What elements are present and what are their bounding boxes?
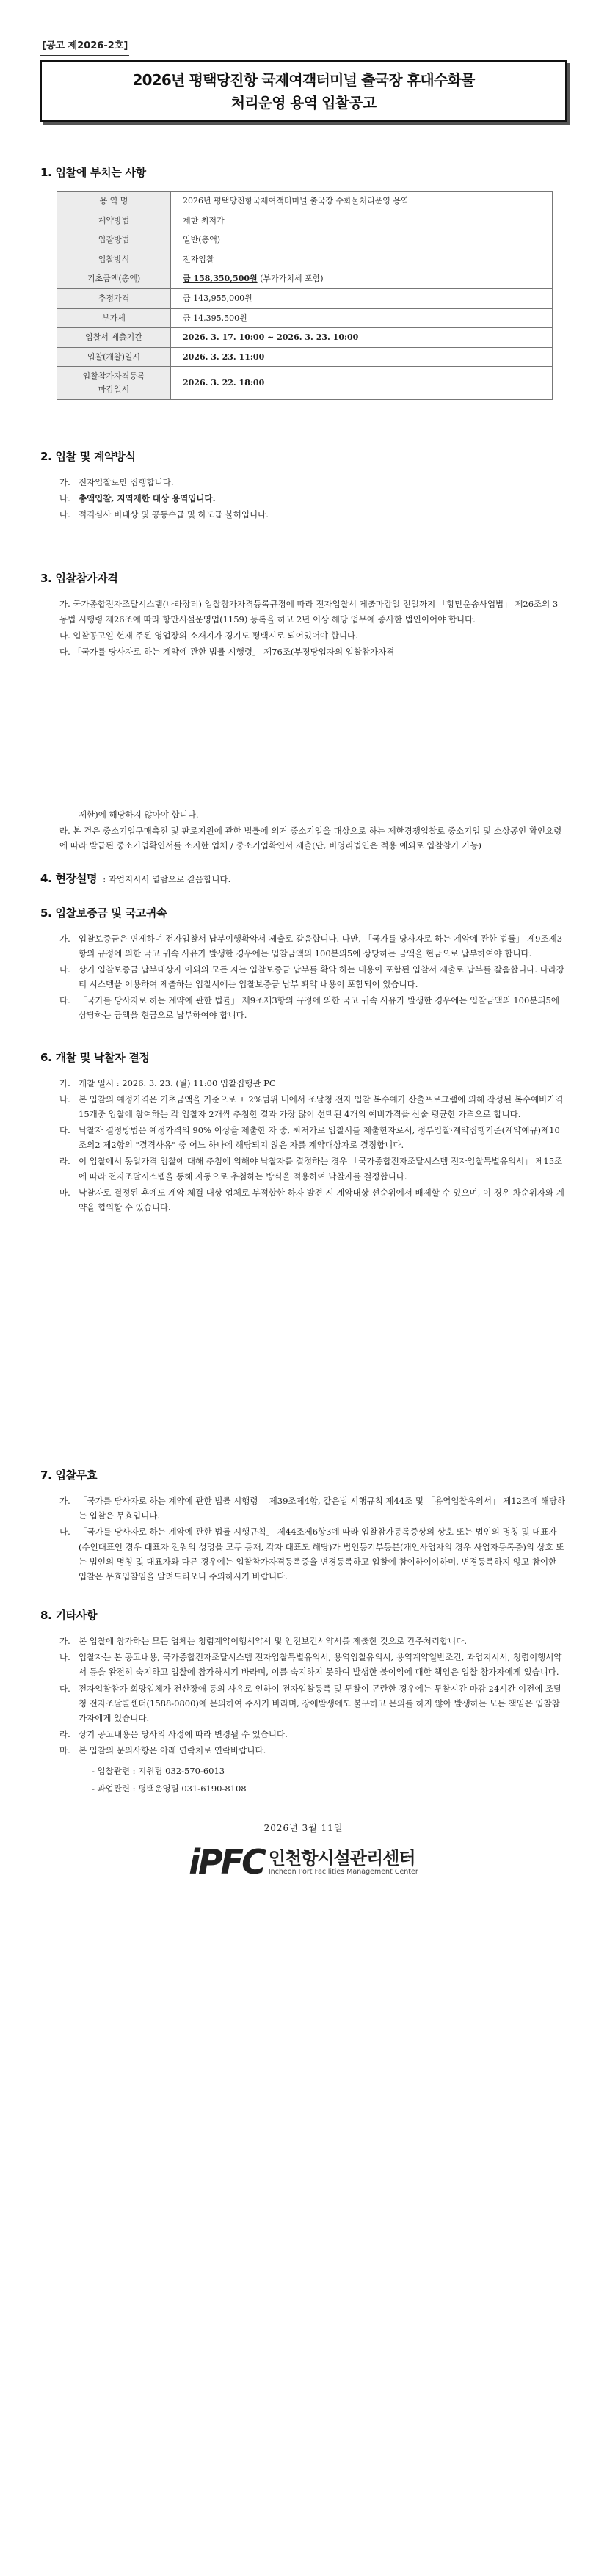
- row-value: 2026년 평택당진항국제여객터미널 출국장 수화물처리운영 용역: [171, 192, 553, 211]
- notice-date: 2026년 3월 11일: [263, 1823, 344, 1834]
- row-value: 금 14,395,500원: [171, 308, 553, 328]
- list-item: [59, 1650, 567, 1679]
- item-text: 입찰보증금은 면제하며 전자입찰서 납부이행확약서 제출로 갈음합니다. 다만, 「국가를 당사자로 하는 계약에 관한 법률」 제9조제3항의 규정에 의한 국고 귀속 사유가 발생한 경우에는 입찰금액의 100분의5에 상당하는 금액을 현금으로 납부하여야 합니다.: [79, 933, 563, 958]
- list-item: [59, 1493, 567, 1523]
- item-text: 라. 본 건은 중소기업구매촉진 및 판로지원에 관한 법률에 의거 중소기업을 대상으로 하는 제한경쟁입찰로 중소기업 및 소상공인 확인요령에 따라 발급된 중소기업확인서를 소지한 업체 / 중소기업확인서 제출(단, 비영리법인은 적용 예외로 입찰참가 가능): [59, 826, 562, 851]
- ipfc-logo-mark: iPFC: [189, 1842, 264, 1882]
- section-opening-award: [40, 1048, 567, 1215]
- org-name: 인천항시설관리센터: [268, 1847, 415, 1869]
- row-label: 입찰(개찰)일시: [57, 347, 171, 367]
- section-text: : 과업지시서 열람으로 갈음합니다.: [103, 874, 231, 885]
- item-mark: 나.: [59, 1527, 70, 1538]
- list-item: [59, 1185, 567, 1215]
- contact-list: [92, 1764, 567, 1796]
- list-item: [59, 931, 567, 961]
- item-text: 상기 입찰보증금 납부대상자 이외의 모든 자는 입찰보증금 납부를 확약 하는 내용이 포함된 입찰서 제출로 납부를 갈음합니다. 나라장터 시스템을 이용하여 제출하는 입찰서에는 입찰보증금 납부 확약 내용이 포함되어 있습니다.: [79, 964, 565, 990]
- contact-bid: - 입찰관련 : 지원팀 032-570-6013: [92, 1766, 225, 1777]
- row-label: 계약방법: [57, 211, 171, 230]
- org-logo: [40, 1842, 567, 1882]
- section-heading: 8. 기타사항: [40, 1608, 98, 1622]
- item-mark: 다.: [59, 995, 70, 1006]
- list-item: [59, 1743, 567, 1758]
- list-item: [59, 1634, 567, 1648]
- row-value: 제한 최저가: [171, 211, 553, 230]
- item-text: 나. 입찰공고일 현재 주된 영업장의 소재지가 경기도 평택시로 되어있어야 합니다.: [59, 630, 358, 641]
- section-heading: 5. 입찰보증금 및 국고귀속: [40, 906, 167, 920]
- row-label: 부가세: [57, 308, 171, 328]
- item-mark: 마.: [59, 1745, 70, 1756]
- item-mark: 나.: [59, 492, 70, 503]
- item-text: 상기 공고내용은 당사의 사정에 따라 변경될 수 있습니다.: [79, 1728, 288, 1739]
- section-heading: 7. 입찰무효: [40, 1468, 98, 1482]
- notice-number: [공고 제2026-2호]: [40, 38, 129, 56]
- item-text: 가. 국가종합전자조달시스템(나라장터) 입찰참가자격등록규정에 따라 전자입찰서 제출마감일 전일까지 「항만운송사업법」 제26조의 3 동법 시행령 제26조에 따라 항만시설운영업(1159) 등록을 하고 2년 이상 해당 업무에 종사한 법인이어야 합니다.: [59, 599, 559, 625]
- item-mark: 다.: [59, 1125, 70, 1136]
- item-text: 개찰 일시 : 2026. 3. 23. (월) 11:00 입찰집행관 PC: [79, 1077, 276, 1088]
- item-text: 입찰자는 본 공고내용, 국가종합전자조달시스템 전자입찰특별유의서, 용역입찰유의서, 용역계약일반조건, 과업지시서, 청렴이행서약서 등을 완전히 숙지하고 입찰에 참가하시기 바라며, 이를 숙지하지 못하여 발생한 불이익에 대한 책임은 입찰 참가자에게 있습니다.: [79, 1652, 562, 1678]
- item-mark: 가.: [59, 1496, 70, 1507]
- item-text: 적격심사 비대상 및 공동수급 및 하도급 불허입니다.: [79, 509, 269, 520]
- contact-task: - 과업관련 : 평택운영팀 031-6190-8108: [92, 1783, 247, 1794]
- row-label: 입찰방식: [57, 250, 171, 269]
- row-value: 2026. 3. 22. 18:00: [171, 367, 553, 399]
- row-label: 입찰서 제출기간: [57, 328, 171, 348]
- list-item: [59, 507, 567, 522]
- org-name-en: Incheon Port Facilities Management Center: [268, 1867, 418, 1876]
- title-box: [40, 60, 567, 122]
- section-heading: 6. 개찰 및 낙찰자 결정: [40, 1050, 150, 1064]
- vat-note: (부가가치세 포함): [260, 274, 324, 284]
- org-name-block: [269, 1849, 418, 1877]
- table-row: [57, 328, 553, 348]
- row-value: 일반(총액): [171, 230, 553, 250]
- row-value: 전자입찰: [171, 250, 553, 269]
- item-mark: 라.: [59, 1156, 70, 1167]
- item-text: 이 입찰에서 동일가격 입찰에 대해 추첨에 의해야 낙찰자를 결정하는 경우 「국가종합전자조달시스템 전자입찰특별유의서」 제15조에 따라 전자조달시스템을 통해 자동으로 추첨하는 방식을 적용하여 낙찰자를 결정합니다.: [79, 1156, 563, 1182]
- table-row: [57, 347, 553, 367]
- row-value: 2026. 3. 23. 11:00: [171, 347, 553, 367]
- item-text: 「국가를 당사자로 하는 계약에 관한 법률 시행규칙」 제44조제6항3에 따라 입찰참가등록증상의 상호 또는 법인의 명칭 및 대표자(수인대표인 경우 대표자 전원의 성명을 모두 등재, 각자 대표도 해당)가 법인등기부등본(개인사업자의 경우 사업자등록증)의 상호 또는 법인의 명칭 및 대표자와 다른 경우에는 입찰참가자격등록증을 변경등록하고 입찰에 참여하여야하며, 변경등록하지 않고 참여한 입찰은 무효입찰임을 알려드리오니 주의하시기 바랍니다.: [79, 1527, 564, 1582]
- blank-space: [40, 1216, 567, 1466]
- item-text: 다. 「국가를 당사자로 하는 계약에 관한 법률 시행령」 제76조(부정당업자의 입찰참가자격: [59, 646, 395, 657]
- row-label: 기초금액(총액): [57, 269, 171, 289]
- list-item: [59, 823, 567, 853]
- item-text: 본 입찰의 예정가격은 기초금액을 기준으로 ± 2%범위 내에서 조달청 전자 입찰 복수예가 산출프로그램에 의해 작성된 복수예비가격 15개중 입찰에 참여하는 각 입찰자 2개씩 추첨한 결과 가장 많이 선택된 4개의 예비가격을 산술 평균한 가격으로 합니다.: [79, 1094, 564, 1120]
- title-line-2: 처리운영 용역 입찰공고: [230, 93, 377, 112]
- item-mark: 가.: [59, 476, 70, 487]
- list-item: [59, 1727, 567, 1742]
- section-invalid-bid: [40, 1466, 567, 1584]
- list-item: [59, 491, 567, 506]
- list-item: [59, 475, 567, 490]
- section-heading: 4. 현장설명: [40, 872, 98, 886]
- table-row: [57, 250, 553, 269]
- item-text: 전자입찰참가 희망업체가 전산장애 등의 사유로 인하여 전자입찰등록 및 투찰이 곤란한 경우에는 투찰시간 마감 24시간 이전에 조달청 전자조달콜센터(1588-0800)에 문의하여 주시기 바라며, 장애발생에도 불구하고 문의를 하지 않아 발생하는 모든 책임은 입찰참가자에게 있습니다.: [79, 1683, 562, 1723]
- section-contract-method: [40, 447, 567, 523]
- table-row: [57, 308, 553, 328]
- item-text: 「국가를 당사자로 하는 계약에 관한 법률 시행령」 제39조제4항, 같은법 시행규칙 제44조 및 「용역입찰유의서」 제12조에 해당하는 입찰은 무효입니다.: [79, 1496, 566, 1521]
- list-item: [59, 1154, 567, 1183]
- section-eligibility: [40, 569, 567, 853]
- item-mark: 다.: [59, 509, 70, 520]
- item-text: 낙찰자로 결정된 후에도 계약 체결 대상 업체로 부적합한 하자 발견 시 계약대상 선순위에서 배제할 수 있으며, 이 경우 차순위자와 계약을 협의할 수 있습니다.: [79, 1187, 564, 1212]
- item-text: 본 입찰의 문의사항은 아래 연락처로 연락바랍니다.: [79, 1745, 266, 1756]
- item-mark: 마.: [59, 1187, 70, 1198]
- table-row: [57, 269, 553, 289]
- item-mark: 나.: [59, 1652, 70, 1663]
- list-item: [59, 628, 567, 643]
- blank-space: [59, 661, 567, 807]
- title-line-1: 2026년 평택당진항 국제여객터미널 출국장 휴대수화물: [132, 70, 475, 89]
- row-value: 2026. 3. 17. 10:00 ~ 2026. 3. 23. 10:00: [171, 328, 553, 348]
- item-mark: 라.: [59, 1728, 70, 1739]
- table-row: [57, 230, 553, 250]
- item-text: 제한)에 해당하지 않아야 합니다.: [79, 809, 199, 820]
- item-text: 전자입찰로만 집행합니다.: [79, 476, 174, 487]
- list-item: [59, 993, 567, 1022]
- list-item: [59, 597, 567, 626]
- table-row: [57, 192, 553, 211]
- item-text: 낙찰자 결정방법은 예정가격의 90% 이상을 제출한 자 중, 최저가로 입찰서를 제출한자로서, 정부입찰·계약집행기준(계약예규)제10조의2 제2항의 "결격사유" 중 어느 하나에 해당되지 않은 자를 계약대상자로 결정합니다.: [79, 1125, 560, 1151]
- item-mark: 가.: [59, 1077, 70, 1088]
- row-label: 추정가격: [57, 288, 171, 308]
- section-bid-bond: [40, 903, 567, 1023]
- row-label: 입찰참가자격등록 마감일시: [57, 367, 171, 399]
- section-heading: 1. 입찰에 부치는 사항: [40, 165, 146, 179]
- row-label: 용 역 명: [57, 192, 171, 211]
- section-heading: 2. 입찰 및 계약방식: [40, 449, 136, 463]
- item-mark: 나.: [59, 1094, 70, 1105]
- list-item: [59, 1123, 567, 1152]
- row-label: 입찰방법: [57, 230, 171, 250]
- list-item: [59, 962, 567, 992]
- section-bid-items: [40, 163, 567, 400]
- bid-info-table: [57, 191, 553, 400]
- item-mark: 가.: [59, 933, 70, 944]
- item-text: 「국가를 당사자로 하는 계약에 관한 법률」 제9조제3항의 규정에 의한 국고 귀속 사유가 발생한 경우에는 입찰금액의 100분의5에 상당하는 금액을 현금으로 납부하여야 합니다.: [79, 995, 559, 1021]
- base-amount: 금 158,350,500원: [183, 274, 258, 284]
- row-value: 금 143,955,000원: [171, 288, 553, 308]
- list-item: [59, 1681, 567, 1725]
- item-text: 본 입찰에 참가하는 모든 업체는 청렴계약이행서약서 및 안전보건서약서를 제출한 것으로 간주처리합니다.: [79, 1636, 468, 1647]
- list-item: [59, 644, 567, 659]
- list-item: [59, 1524, 567, 1584]
- table-row: [57, 288, 553, 308]
- row-value-with-note: [171, 269, 553, 289]
- item-mark: 다.: [59, 1683, 70, 1694]
- item-text: 총액입찰, 지역제한 대상 용역입니다.: [79, 492, 216, 503]
- table-row: [57, 367, 553, 399]
- section-site-briefing: [40, 869, 567, 888]
- item-mark: 나.: [59, 964, 70, 975]
- table-row: [57, 211, 553, 230]
- section-heading: 3. 입찰참가자격: [40, 572, 118, 586]
- item-mark: 가.: [59, 1636, 70, 1647]
- list-item: [59, 1076, 567, 1091]
- list-item: [59, 1092, 567, 1121]
- list-item: [79, 807, 567, 822]
- section-other: [40, 1606, 567, 1797]
